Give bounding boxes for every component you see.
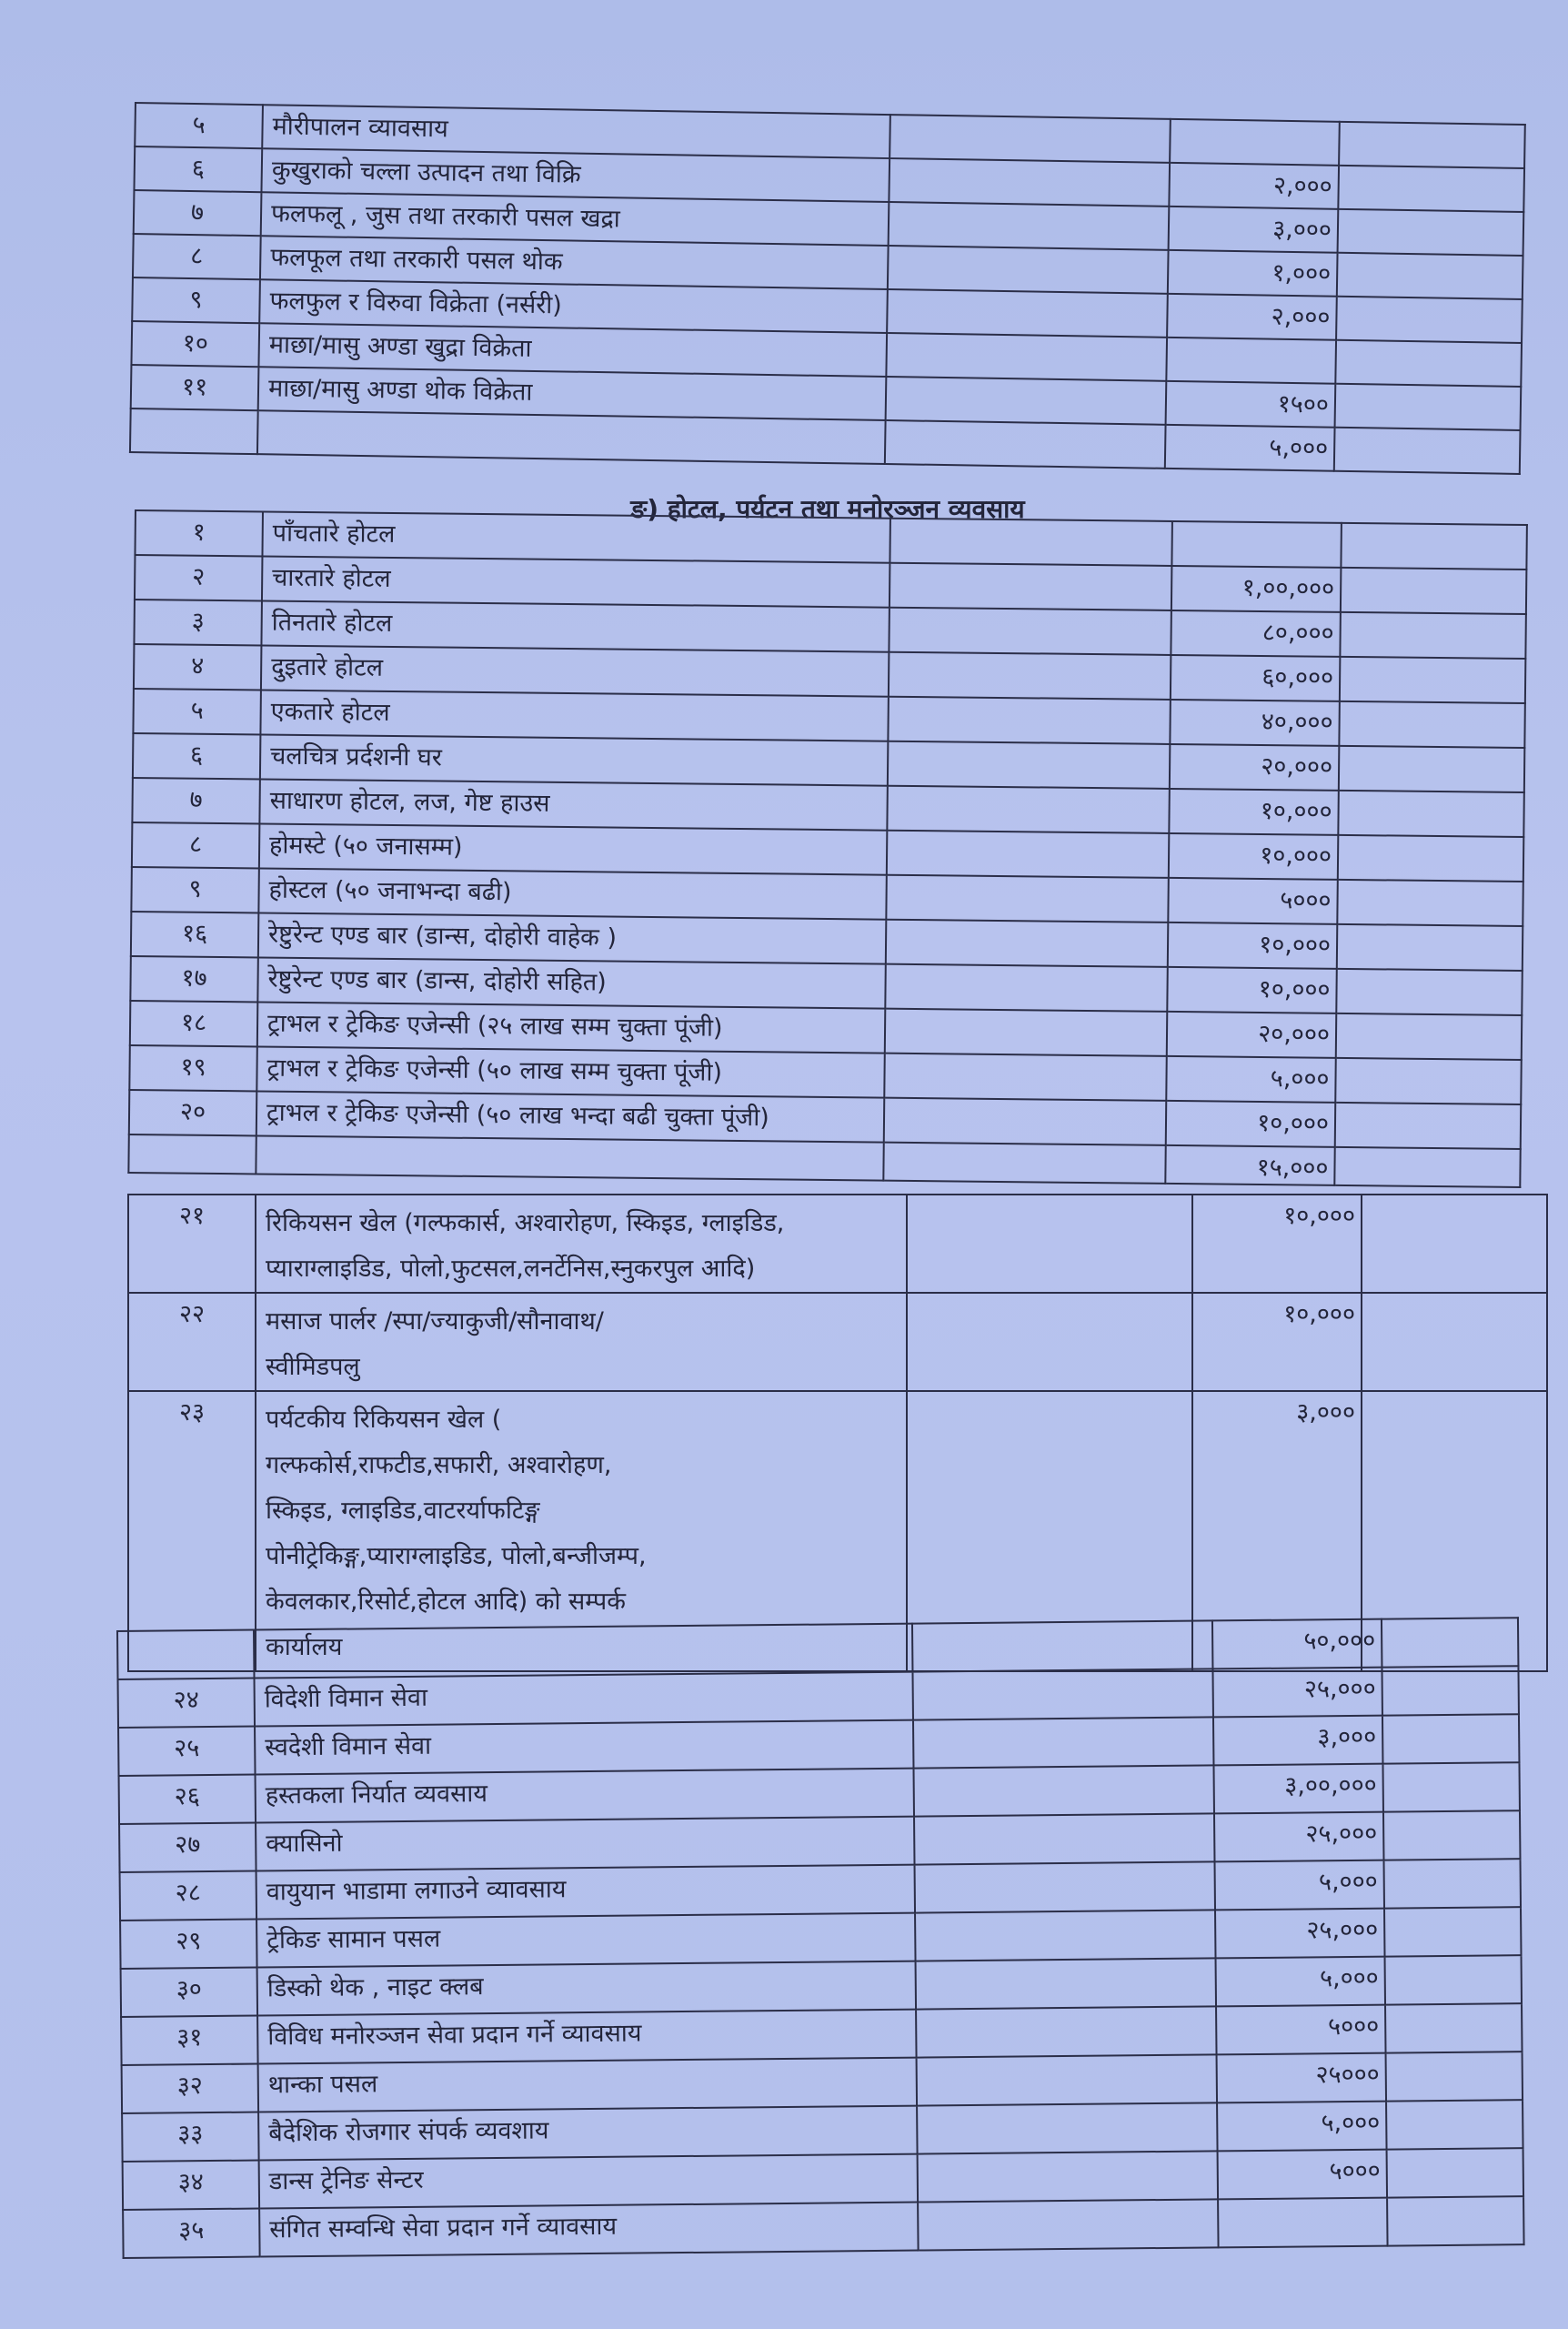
fee-table-main	[127, 509, 1528, 1188]
serial-number: ३४	[123, 2161, 260, 2210]
fee-amount: १०,०००	[1192, 1293, 1362, 1391]
business-type: रेष्टुरेन्ट एण्ड बार (डान्स, दोहोरी वाहेक )	[258, 912, 886, 963]
blank-cell	[917, 2054, 1217, 2105]
fee-amount: १०,०००	[1166, 1101, 1336, 1147]
blank-cell	[918, 2199, 1218, 2250]
blank-cell	[890, 115, 1171, 163]
blank-cell	[888, 697, 1170, 744]
business-type	[256, 1293, 907, 1391]
blank-cell	[890, 563, 1171, 610]
business-type-line: प्याराग्लाइडिड, पोलो,फुटसल,लनर्टेनिस,स्नुकरपुल आदि)	[266, 1255, 756, 1283]
business-type	[257, 410, 886, 464]
blank-cell	[885, 1009, 1167, 1056]
blank-cell	[888, 741, 1170, 789]
blank-cell	[914, 1813, 1214, 1864]
fee-amount: ५,०००	[1214, 1860, 1384, 1911]
blank-cell	[886, 875, 1168, 923]
blank-cell	[1336, 969, 1523, 1015]
fee-amount: १०,०००	[1192, 1195, 1362, 1293]
blank-cell	[887, 831, 1169, 878]
business-type: ट्राभल र ट्रेकिङ एजेन्सी (५० लाख सम्म चुक्ता पूंजी)	[256, 1046, 884, 1097]
business-type: फलफुल र विरुवा विक्रेता (नर्सरी)	[259, 279, 888, 333]
blank-cell	[888, 246, 1169, 294]
blank-cell	[889, 202, 1170, 250]
blank-cell	[1382, 1714, 1520, 1763]
fee-amount: ५,०००	[1217, 2102, 1387, 2152]
serial-number: ८	[133, 234, 261, 279]
business-type: माछा/मासु अण्डा खुद्रा विक्रेता	[258, 323, 887, 377]
business-type: थान्का पसल	[258, 2058, 917, 2112]
business-type	[256, 1135, 883, 1180]
blank-cell	[916, 2006, 1216, 2057]
blank-cell	[889, 652, 1171, 700]
business-type: होमस्टे (५० जनासम्म)	[259, 823, 887, 874]
fee-table-lower	[127, 1194, 1548, 1672]
fee-amount: १५००	[1166, 381, 1336, 428]
blank-cell	[885, 964, 1167, 1012]
fee-amount: ५०००	[1216, 2005, 1386, 2055]
blank-cell	[1339, 122, 1525, 168]
blank-cell	[1337, 253, 1523, 299]
fee-amount: ५०००	[1168, 878, 1338, 924]
fee-amount: २०,०००	[1167, 1012, 1337, 1058]
business-type-line: पोनीट्रेकिङ्ग,प्याराग्लाइडिड, पोलो,बन्जीजम्प,	[266, 1542, 647, 1570]
blank-cell	[1362, 1195, 1547, 1293]
serial-number: ७	[134, 190, 262, 236]
blank-cell	[915, 1861, 1215, 1912]
serial-number: ३१	[121, 2016, 258, 2065]
business-type: साधारण होटल, लज, गेष्ट हाउस	[259, 779, 887, 830]
serial-number: ३२	[122, 2064, 259, 2113]
fee-amount: १०,०००	[1169, 833, 1339, 880]
blank-cell	[883, 1143, 1165, 1184]
blank-cell	[1340, 657, 1526, 703]
fee-amount: ५,०००	[1216, 1957, 1386, 2007]
serial-number: ३५	[123, 2209, 260, 2258]
fee-amount: १०,०००	[1168, 923, 1338, 969]
business-type: फलफलू , जुस तथा तरकारी पसल खद्रा	[261, 192, 890, 246]
serial-number: २१	[128, 1195, 256, 1293]
serial-number: ३	[134, 600, 262, 645]
serial-number: २३	[128, 1391, 256, 1671]
fee-table-bottom	[116, 1617, 1525, 2259]
blank-cell	[887, 786, 1169, 833]
business-type: विदेशी विमान सेवा	[255, 1672, 913, 1727]
blank-cell	[1335, 340, 1522, 387]
business-type: पाँचतारे होटल	[262, 511, 890, 562]
blank-cell	[917, 2102, 1217, 2153]
fee-amount: १,००,०००	[1171, 566, 1342, 612]
blank-cell	[1383, 1859, 1521, 1908]
serial-number: ३३	[122, 2112, 259, 2162]
fee-amount: २,०००	[1167, 294, 1337, 340]
blank-cell	[1386, 2100, 1523, 2149]
fee-amount: ३,००,०००	[1213, 1764, 1383, 1814]
serial-number: ९	[132, 277, 260, 323]
serial-number: ५	[133, 689, 261, 734]
serial-number: २९	[120, 1920, 257, 1969]
business-type: चारतारे होटल	[262, 556, 890, 607]
blank-cell	[1335, 1103, 1522, 1149]
serial-number: १९	[129, 1045, 257, 1091]
blank-cell	[884, 1098, 1166, 1145]
business-type: फलफूल तथा तरकारी पसल थोक	[260, 236, 889, 289]
fee-amount	[1170, 119, 1340, 166]
business-type-line: स्वीमिडपलु	[266, 1353, 360, 1381]
blank-cell	[1385, 1955, 1523, 2004]
blank-cell	[1334, 428, 1521, 474]
serial-number: १०	[131, 321, 259, 367]
fee-amount: ५०००	[1218, 2150, 1388, 2200]
serial-number: २८	[120, 1871, 257, 1921]
serial-number: १६	[131, 912, 259, 957]
blank-cell	[887, 289, 1168, 338]
business-type: विविध मनोरञ्जन सेवा प्रदान गर्ने व्यावसाय	[257, 2010, 916, 2064]
business-type: स्वदेशी विमान सेवा	[255, 1720, 913, 1775]
blank-cell	[1341, 523, 1527, 570]
blank-cell	[913, 1717, 1213, 1768]
blank-cell	[1338, 835, 1524, 882]
serial-number	[130, 408, 258, 454]
business-type-line: केवलकार,रिसोर्ट,होटल आदि) को सम्पर्क	[266, 1588, 626, 1616]
serial-number: ११	[131, 365, 259, 410]
business-type: माछा/मासु अण्डा थोक विक्रेता	[258, 367, 887, 420]
business-type: हस्तकला निर्यात व्यवसाय	[256, 1769, 914, 1823]
fee-amount: ३,०००	[1169, 207, 1339, 253]
blank-cell	[1335, 384, 1522, 430]
fee-amount: ५,०००	[1165, 425, 1335, 471]
serial-number: ३०	[121, 1968, 258, 2017]
serial-number: १८	[130, 1001, 258, 1046]
serial-number: ४	[134, 644, 262, 690]
blank-cell	[884, 1054, 1166, 1101]
blank-cell	[1338, 166, 1524, 212]
fee-amount	[1166, 338, 1336, 384]
blank-cell	[912, 1669, 1212, 1719]
blank-cell	[916, 1958, 1216, 2009]
business-type-line: कार्यालय	[266, 1633, 343, 1661]
serial-number: २०	[129, 1090, 257, 1135]
blank-cell	[1362, 1293, 1547, 1391]
blank-cell	[907, 1293, 1192, 1391]
business-type: डिस्को थेक , नाइट क्लब	[257, 1961, 916, 2016]
business-type: होस्टल (५० जनाभन्दा बढी)	[258, 868, 886, 919]
blank-cell	[915, 1910, 1215, 1961]
blank-cell	[1340, 612, 1526, 659]
blank-cell	[1336, 1013, 1523, 1060]
blank-cell	[1336, 297, 1523, 343]
business-type: बैदेशिक रोजगार संपर्क व्यवशाय	[258, 2106, 917, 2161]
fee-amount: १५,०००	[1165, 1145, 1334, 1185]
business-type: संगित सम्वन्धि सेवा प्रदान गर्ने व्यावसाय	[259, 2203, 918, 2257]
business-type: चलचित्र प्रर्दशनी घर	[260, 734, 888, 785]
serial-number: ७	[132, 778, 260, 823]
blank-cell	[1382, 1762, 1520, 1811]
blank-cell	[1337, 924, 1523, 971]
blank-cell	[886, 333, 1167, 381]
blank-cell	[1384, 1907, 1522, 1956]
fee-amount: २५,०००	[1214, 1812, 1384, 1862]
business-type: एकतारे होटल	[260, 690, 888, 741]
blank-cell	[907, 1195, 1192, 1293]
blank-cell	[1335, 1058, 1522, 1104]
serial-number: २	[135, 555, 263, 600]
business-type: ट्राभल र ट्रेकिङ एजेन्सी (२५ लाख सम्म चुक्ता पूंजी)	[257, 1002, 885, 1053]
serial-number: २२	[128, 1293, 256, 1391]
serial-number: १७	[130, 956, 258, 1002]
fee-amount: ६०,०००	[1171, 655, 1341, 701]
blank-cell	[1339, 746, 1525, 792]
business-type-line: रिकियसन खेल (गल्फकार्स, अश्वारोहण, स्किइड, ग्लाइडिड,	[266, 1209, 785, 1237]
blank-cell	[1338, 791, 1524, 837]
fee-amount: २५,०००	[1212, 1668, 1382, 1718]
business-type-line: पर्यटकीय रिकियसन खेल (	[266, 1406, 502, 1434]
fee-amount: २५,०००	[1215, 1909, 1385, 1959]
serial-number: २५	[118, 1727, 256, 1776]
business-type: रेष्टुरेन्ट एण्ड बार (डान्स, दोहोरी सहित)	[257, 957, 885, 1008]
serial-number: २७	[119, 1823, 256, 1872]
blank-cell	[1382, 1666, 1519, 1715]
serial-number: २४	[118, 1679, 256, 1728]
business-type	[256, 1195, 907, 1293]
business-type: डान्स ट्रेनिङ सेन्टर	[259, 2154, 918, 2209]
blank-cell	[1341, 568, 1527, 614]
serial-number: २६	[119, 1775, 256, 1824]
fee-amount: ५०,०००	[1212, 1619, 1382, 1669]
business-type: कुखुराको चल्ला उत्पादन तथा विक्रि	[261, 148, 890, 202]
blank-cell	[886, 377, 1167, 425]
fee-amount: २,०००	[1169, 163, 1339, 209]
blank-cell	[912, 1620, 1212, 1671]
blank-cell	[1383, 1810, 1521, 1860]
fee-amount	[1218, 2198, 1388, 2248]
business-type: ट्राभल र ट्रेकिङ एजेन्सी (५० लाख भन्दा बढी चुक्ता पूंजी)	[256, 1091, 884, 1142]
blank-cell	[886, 920, 1168, 967]
blank-cell	[913, 1765, 1213, 1816]
blank-cell	[1387, 2196, 1524, 2245]
fee-amount: १०,०००	[1169, 789, 1339, 835]
business-type-line: गल्फकोर्स,राफटीड,सफारी, अश्वारोहण,	[266, 1451, 612, 1479]
business-type: मौरीपालन व्यावसाय	[262, 105, 890, 158]
blank-cell	[889, 608, 1171, 655]
blank-cell	[1338, 209, 1524, 256]
serial-number: ६	[134, 146, 262, 192]
fee-amount	[1171, 521, 1342, 568]
business-type-line: मसाज पार्लर /स्पा/ज्याकुजी/सौनावाथ/	[266, 1307, 604, 1336]
business-type-line: स्किइड, ग्लाइडिड,वाटरर्याफटिङ्ग	[266, 1497, 540, 1525]
section-heading: ङ) होटल, पर्यटन तथा मनोरञ्जन व्यवसाय	[630, 494, 1025, 524]
business-type: ट्रेकिङ सामान पसल	[256, 1913, 915, 1968]
fee-amount: २०,०००	[1170, 744, 1340, 791]
fee-amount: ४०,०००	[1170, 700, 1340, 746]
fee-amount: ३,०००	[1213, 1716, 1383, 1766]
blank-cell	[1385, 2003, 1523, 2052]
blank-cell	[885, 420, 1166, 469]
serial-number: ६	[133, 733, 261, 779]
serial-number: ५	[135, 103, 263, 148]
business-type: क्यासिनो	[256, 1817, 914, 1871]
blank-cell	[1339, 701, 1525, 748]
fee-amount: ३,०००	[1192, 1391, 1362, 1671]
fee-amount: २५०००	[1217, 2053, 1387, 2103]
serial-number	[117, 1630, 255, 1679]
blank-cell	[1382, 1618, 1519, 1667]
business-type: तिनतारे होटल	[261, 600, 889, 651]
blank-cell	[1334, 1147, 1520, 1187]
serial-number: ८	[132, 822, 260, 868]
blank-cell	[918, 2151, 1218, 2202]
business-type: वायुयान भाडामा लगाउने व्यावसाय	[256, 1865, 915, 1920]
table-row	[128, 1195, 1547, 1293]
blank-cell	[1386, 2052, 1523, 2101]
serial-number: ९	[131, 867, 259, 912]
blank-cell	[1387, 2148, 1524, 2197]
serial-number: १	[135, 510, 263, 556]
blank-cell	[890, 519, 1171, 566]
serial-number	[128, 1134, 256, 1174]
blank-cell	[889, 158, 1170, 207]
business-type: दुइतारे होटल	[261, 645, 889, 696]
blank-cell	[1337, 880, 1523, 926]
fee-amount: १,०००	[1168, 250, 1338, 297]
fee-amount: ८०,०००	[1171, 610, 1341, 657]
table-row	[128, 1293, 1547, 1391]
business-type	[254, 1624, 912, 1679]
fee-table-top	[129, 102, 1526, 475]
fee-amount: ५,०००	[1166, 1056, 1336, 1103]
fee-amount: १०,०००	[1167, 967, 1337, 1013]
